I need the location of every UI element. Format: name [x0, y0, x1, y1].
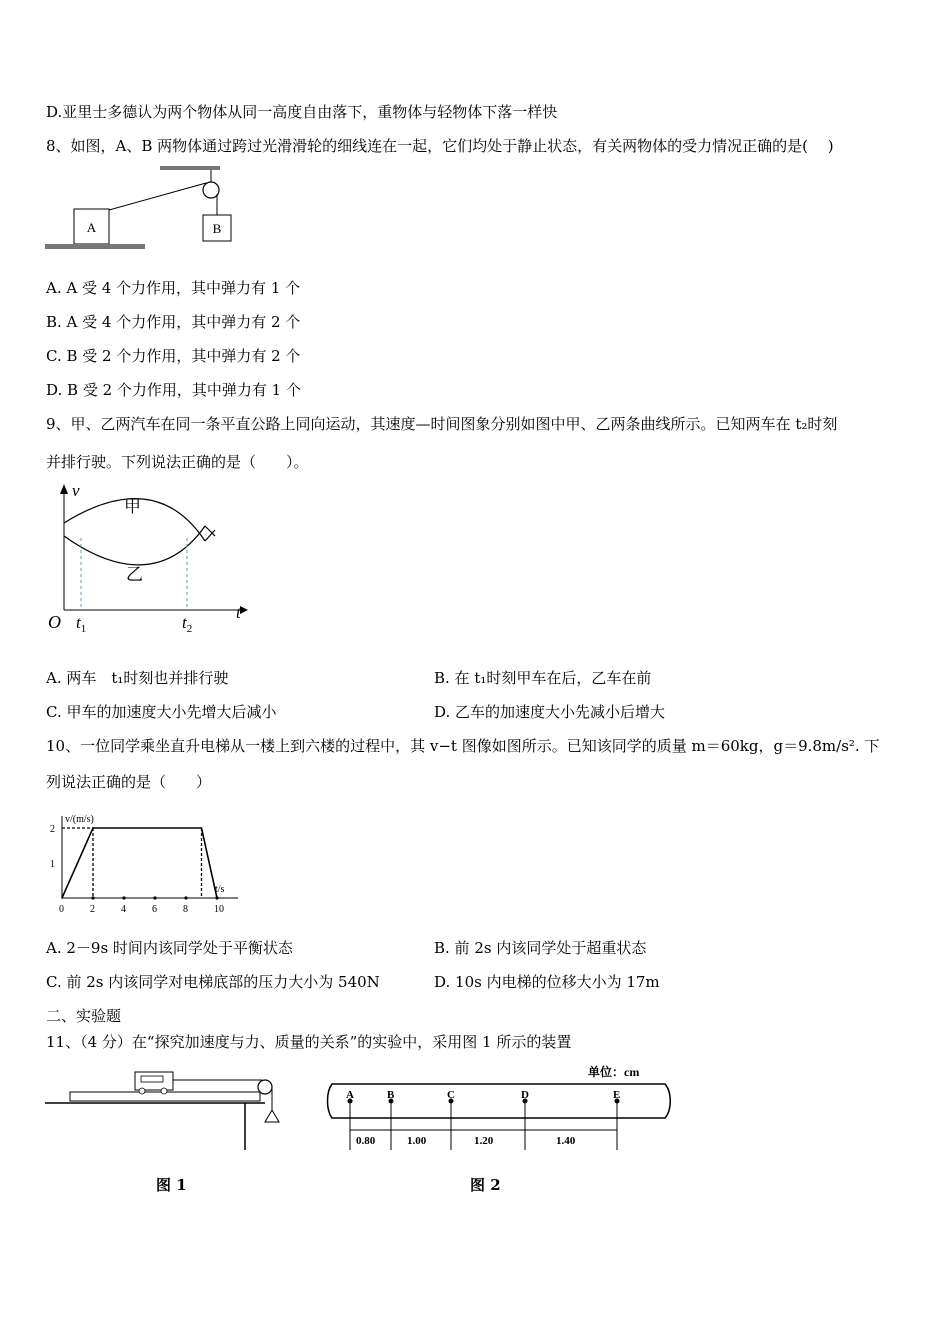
x-tick-dot: [153, 896, 156, 899]
q8-stem: 8、如图，A、B 两物体通过跨过光滑滑轮的细线连在一起，它们均处于静止状态，有关两物体的受力情况正确的是( ): [46, 137, 834, 155]
t2-label: $t_2$: [182, 613, 193, 635]
x-tick-dot: [184, 896, 187, 899]
tape-unit: 单位：cm: [588, 1065, 640, 1079]
gap-bc: 1.00: [407, 1135, 427, 1147]
q9-stem-line2: 并排行驶。下列说法正确的是（ ）。: [46, 453, 309, 471]
q9-stem-line1: 9、甲、乙两汽车在同一条平直公路上同向运动，其速度—时间图象分别如图中甲、乙两条曲线所示。已知两车在 t₂时刻: [46, 415, 838, 433]
data-point: [61, 897, 63, 899]
q10-option-c: C. 前 2s 内该同学对电梯底部的压力大小为 540N: [46, 973, 380, 991]
curve-yi-label: 乙: [126, 565, 143, 584]
hanging-weight: [265, 1110, 279, 1122]
svg-text:B: B: [387, 1089, 395, 1101]
x-tick-label: 0: [59, 904, 64, 915]
data-point: [92, 827, 94, 829]
q8-option-d: D. B 受 2 个力作用，其中弹力有 1 个: [46, 381, 301, 399]
svg-text:A: A: [346, 1089, 354, 1101]
x-tick-dot: [122, 896, 125, 899]
t-axis-arrow: [240, 606, 248, 614]
fig1-caption: 图 1: [156, 1176, 187, 1194]
q8-option-b: B. A 受 4 个力作用，其中弹力有 2 个: [46, 313, 301, 331]
q9-option-c: C. 甲车的加速度大小先增大后减小: [46, 703, 277, 721]
q8-option-c: C. B 受 2 个力作用，其中弹力有 2 个: [46, 347, 301, 365]
gap-ab: 0.80: [356, 1135, 376, 1147]
svg-text:E: E: [613, 1089, 621, 1101]
q10-option-d: D. 10s 内电梯的位移大小为 17m: [434, 973, 660, 991]
q9-option-a: A. 两车 t₁时刻也并排行驶: [46, 669, 229, 687]
block-a-label: A: [86, 220, 97, 235]
tape-point-e: [613, 1089, 620, 1150]
data-point: [201, 827, 203, 829]
curve-yi: [64, 526, 205, 565]
gap-cd: 1.20: [474, 1135, 494, 1147]
q7-option-d: [46, 102, 557, 122]
string-a: [109, 183, 206, 210]
q9-option-d: D. 乙车的加速度大小先减小后增大: [434, 703, 666, 721]
x-tick-label: 6: [152, 904, 157, 915]
section2-title: 二、实验题: [46, 1007, 122, 1025]
q8-pulley-figure: [40, 160, 240, 260]
q10-stem-line1: 10、一位同学乘坐直升电梯从一楼上到六楼的过程中，其 v−t 图像如图所示。已知该同学的质量 m＝60kg，g＝9.8m/s². 下: [46, 737, 880, 755]
q10-option-b: B. 前 2s 内该同学处于超重状态: [434, 939, 647, 957]
svg-text:C: C: [447, 1089, 455, 1101]
tape-point-a: [346, 1089, 354, 1150]
svg-text:D: D: [521, 1089, 529, 1101]
chart-x-label: t/s: [215, 884, 225, 895]
block-b-label: B: [212, 221, 222, 236]
t-axis-label: t: [236, 603, 241, 622]
q9-option-b: B. 在 t₁时刻甲车在后，乙车在前: [434, 669, 652, 687]
tape-point-c: [447, 1089, 455, 1150]
pulley: [258, 1080, 272, 1094]
q7-option-d-text: D.亚里士多德认为两个物体从同一高度自由落下，重物体与轻物体下落一样快: [46, 103, 558, 121]
q8-option-a: A. A 受 4 个力作用，其中弹力有 1 个: [46, 279, 301, 297]
y-tick-label: 2: [50, 824, 55, 835]
t1-label: $t_1$: [76, 613, 87, 635]
cart-wheel-rear: [161, 1088, 167, 1094]
ground: [45, 244, 145, 249]
fig2-ticker-tape: [320, 1062, 680, 1157]
x-tick-label: 8: [183, 904, 188, 915]
x-tick-label: 4: [121, 904, 126, 915]
gap-de: 1.40: [556, 1135, 576, 1147]
origin-label: O: [48, 612, 61, 632]
y-tick-label: 1: [50, 859, 55, 870]
x-tick-label: 10: [214, 904, 224, 915]
v-axis-label: v: [72, 481, 80, 500]
q10-option-a: A. 2－9s 时间内该同学处于平衡状态: [46, 939, 293, 957]
cart-wheel-front: [139, 1088, 145, 1094]
chart-y-label: v/(m/s): [65, 814, 94, 825]
q11-stem: 11、（4 分）在“探究加速度与力、质量的关系”的实验中，采用图 1 所示的装置: [46, 1033, 572, 1051]
q9-vt-graph: [40, 478, 260, 638]
ceiling: [160, 166, 220, 170]
tape-point-d: [521, 1089, 529, 1150]
q10-vt-chart: [40, 808, 250, 918]
fig1-apparatus: [40, 1060, 290, 1155]
series-line: [62, 828, 217, 898]
curve-jia-label: 甲: [124, 497, 141, 516]
v-axis-arrow: [60, 484, 68, 494]
tape-point-b: [387, 1089, 395, 1150]
x-tick-label: 2: [90, 904, 95, 915]
q10-stem-line2: 列说法正确的是（ ）: [46, 773, 212, 791]
data-point: [216, 897, 218, 899]
fig2-caption: 图 2: [470, 1176, 501, 1194]
